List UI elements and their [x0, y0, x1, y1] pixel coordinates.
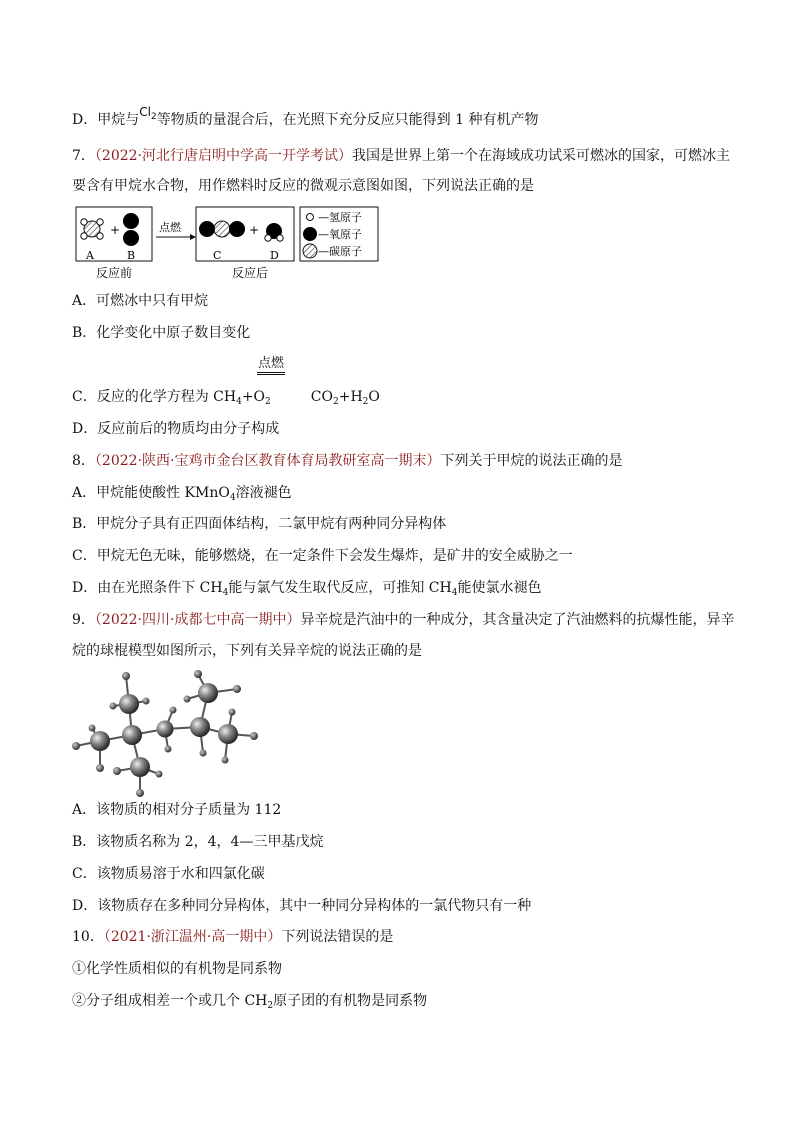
q9-source: （2022·四川·成都七中高一期中）	[94, 612, 301, 628]
q10-item-1: ①化学性质相似的有机物是同系物	[72, 961, 282, 977]
methane-molecule	[81, 219, 103, 239]
q7-option-c: C．反应的化学方程为 $CH_4+O_2$ $CO_2+H_2O$	[72, 389, 380, 407]
q7-stem-line1: 7．（2022·河北行唐启明中学高一开学考试）我国是世界上第一个在海域成功试采可燃冰的国家，可燃冰主	[72, 148, 730, 164]
isooctane-ball-stick-model	[70, 664, 270, 802]
q9-stem-line1: 9．（2022·四川·成都七中高一期中）异辛烷是汽油中的一种成分，其含量决定了汽油燃料的抗爆性能，异辛	[72, 612, 735, 628]
label-c: C	[213, 249, 222, 262]
plus-sign-2: +	[249, 223, 260, 237]
q7-option-a: A．可燃冰中只有甲烷	[72, 293, 209, 309]
label-a: A	[86, 249, 94, 262]
q7-option-b: B．化学变化中原子数目变化	[72, 325, 251, 341]
q7-stem-line2: 要含有甲烷水合物，用作燃料时反应的微观示意图如图，下列说法正确的是	[72, 178, 534, 194]
q7-option-d: D．反应前后的物质均由分子构成	[72, 421, 280, 437]
q10-stem: 10．（2021·浙江温州·高一期中）下列说法错误的是	[72, 929, 394, 945]
q6-option-d: D．甲烷与$Cl_2$等物质的量混合后，在光照下充分反应只能得到 1 种有机产物	[72, 110, 539, 130]
label-b: B	[127, 249, 136, 262]
reaction-condition: 点燃	[257, 356, 285, 375]
plus-sign-1: +	[110, 223, 121, 237]
legend-oxygen: —氧原子	[318, 228, 362, 241]
oxygen-molecule	[123, 213, 139, 246]
after-label: 反应后	[232, 266, 269, 280]
q9-option-a: A．该物质的相对分子质量为 112	[72, 802, 282, 818]
q10-source: （2021·浙江温州·高一期中）	[103, 929, 282, 945]
q9-option-b: B．该物质名称为 2，4，4—三甲基戊烷	[72, 834, 324, 850]
q9-option-d: D．该物质存在多种同分异构体，其中一种同分异构体的一氯代物只有一种	[72, 898, 532, 914]
q8-option-c: C．甲烷无色无味，能够燃烧，在一定条件下会发生爆炸，是矿井的安全威胁之一	[72, 548, 573, 564]
q7-source: （2022·河北行唐启明中学高一开学考试）	[94, 148, 352, 164]
co2-molecule	[199, 221, 245, 237]
q9-option-c: C．该物质易溶于水和四氯化碳	[72, 866, 265, 882]
before-label: 反应前	[96, 266, 133, 280]
q8-option-a: A．甲烷能使酸性 KMnO$_4$溶液褪色	[72, 485, 292, 503]
legend-hydrogen: —氢原子	[318, 211, 362, 224]
label-d: D	[270, 249, 279, 262]
arrow-condition: 点燃	[159, 221, 181, 234]
q9-stem-line2: 烷的球棍模型如图所示，下列有关异辛烷的说法正确的是	[72, 643, 422, 659]
legend-carbon: —碳原子	[318, 245, 362, 258]
cl2-formula: $Cl_2$	[139, 105, 157, 122]
q8-source: （2022·陕西·宝鸡市金台区教育体育局教研室高一期末）	[94, 453, 441, 469]
q8-option-d: D．由在光照条件下 $CH_4$能与氯气发生取代反应，可推知 $CH_4$能使氯水褪色	[72, 580, 542, 598]
q10-item-2: ②分子组成相差一个或几个 $CH_2$原子团的有机物是同系物	[72, 993, 428, 1011]
water-molecule	[265, 223, 283, 241]
q8-option-b: B．甲烷分子具有正四面体结构，二氯甲烷有两种同分异构体	[72, 516, 447, 532]
reaction-diagram	[74, 205, 384, 283]
q8-stem: 8．（2022·陕西·宝鸡市金台区教育体育局教研室高一期末）下列关于甲烷的说法正确的是	[72, 453, 623, 469]
